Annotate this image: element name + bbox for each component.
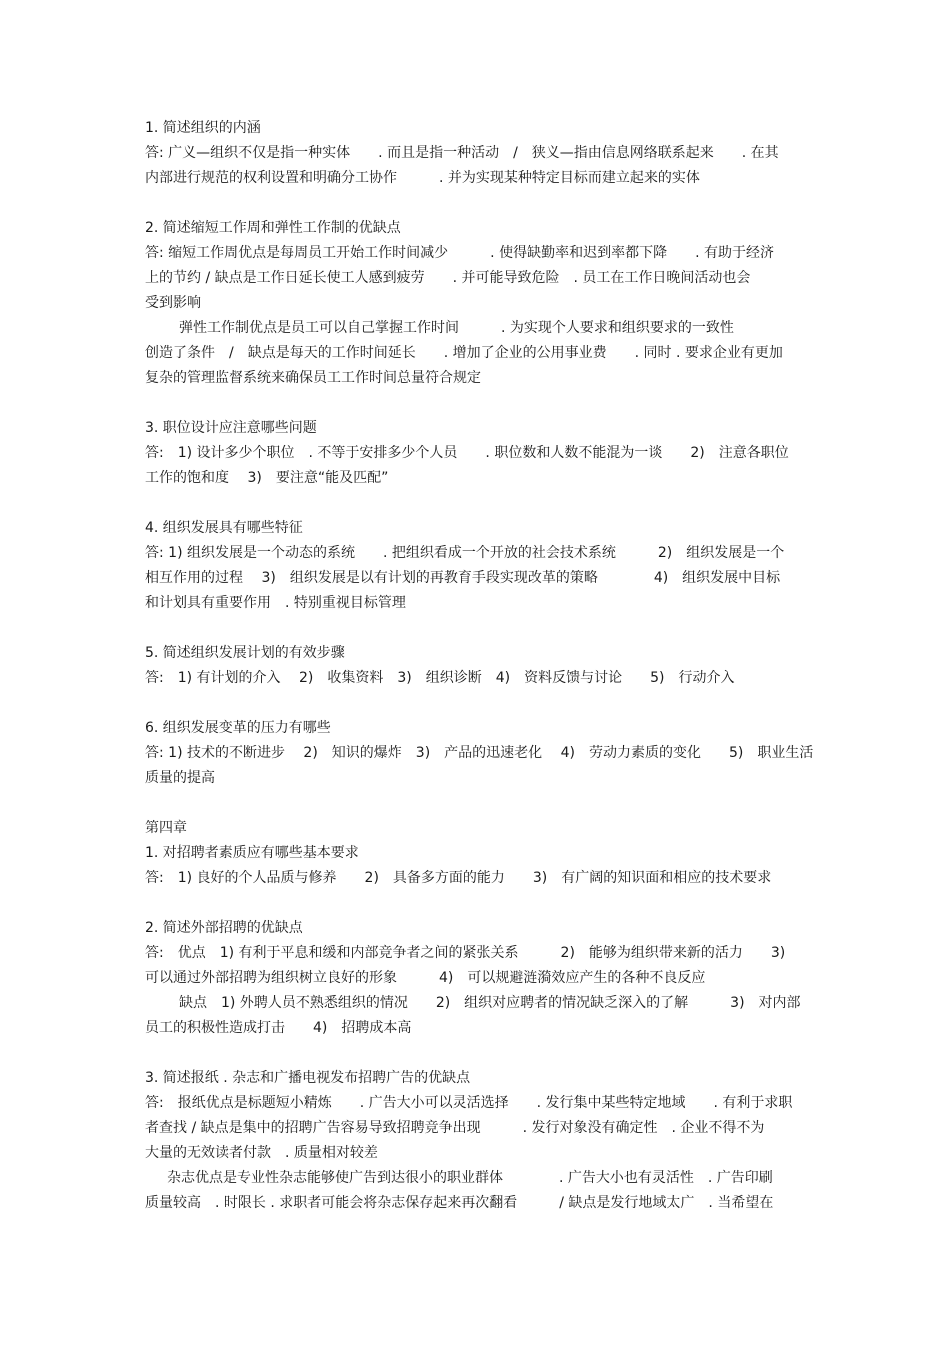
answer-line: 答: 1) 设计多少个职位 . 不等于安排多少个人员 . 职位数和人数不能混为一谈 2) 注意各职位 [145,445,789,461]
document-body [145,116,814,1216]
answer-line: 员工的积极性造成打击 4) 招聘成本高 [145,1020,412,1036]
answer-line: 答: 1) 良好的个人品质与修养 2) 具备多方面的能力 3) 有广阔的知识面和相应的技术要求 [145,870,772,886]
answer-line: 者查找 / 缺点是集中的招聘广告容易导致招聘竞争出现 . 发行对象没有确定性 . 企业不得不为 [145,1120,765,1136]
question-title: 3. 简述报纸 . 杂志和广播电视发布招聘广告的优缺点 [145,1070,471,1086]
question-title: 5. 简述组织发展计划的有效步骤 [145,645,345,661]
question-title: 2. 简述缩短工作周和弹性工作制的优缺点 [145,220,401,236]
question-title: 4. 组织发展具有哪些特征 [145,520,303,536]
answer-line: 和计划具有重要作用 . 特别重视目标管理 [145,595,406,611]
question-title: 2. 简述外部招聘的优缺点 [145,920,303,936]
answer-line: 弹性工作制优点是员工可以自己掌握工作时间 . 为实现个人要求和组织要求的一致性 [179,320,734,336]
answer-line: 质量的提高 [145,770,215,786]
answer-line: 受到影响 [145,295,201,311]
answer-line: 上的节约 / 缺点是工作日延长使工人感到疲劳 . 并可能导致危险 . 员工在工作日晚间活动也会 [145,270,751,286]
answer-line: 大量的无效读者付款 . 质量相对较差 [145,1145,378,1161]
question-title: 1. 简述组织的内涵 [145,120,261,136]
question-title: 6. 组织发展变革的压力有哪些 [145,720,331,736]
answer-line: 创造了条件 / 缺点是每天的工作时间延长 . 增加了企业的公用事业费 . 同时 . 要求企业有更加 [145,345,783,361]
answer-line: 可以通过外部招聘为组织树立良好的形象 4) 可以规避涟漪效应产生的各种不良反应 [145,970,706,986]
answer-line: 相互作用的过程 3) 组织发展是以有计划的再教育手段实现改革的策略 4) 组织发展中目标 [145,570,781,586]
answer-line: 质量较高 . 时限长 . 求职者可能会将杂志保存起来再次翻看 / 缺点是发行地域太广 . 当希望在 [145,1195,774,1211]
answer-line: 答: 1) 技术的不断进步 2) 知识的爆炸 3) 产品的迅速老化 4) 劳动力素质的变化 5) 职业生活 [145,745,814,761]
answer-line: 杂志优点是专业性杂志能够使广告到达很小的职业群体 . 广告大小也有灵活性 . 广告印刷 [167,1170,773,1186]
question-title: 1. 对招聘者素质应有哪些基本要求 [145,845,359,861]
chapter-heading: 第四章 [145,820,187,836]
answer-line: 答: 报纸优点是标题短小精炼 . 广告大小可以灵活选择 . 发行集中某些特定地域 . 有利于求职 [145,1095,793,1111]
answer-line: 答: 缩短工作周优点是每周员工开始工作时间减少 . 使得缺勤率和迟到率都下降 . 有助于经济 [145,245,774,261]
answer-line: 内部进行规范的权利设置和明确分工协作 . 并为实现某种特定目标而建立起来的实体 [145,170,700,186]
answer-line: 答: 1) 有计划的介入 2) 收集资料 3) 组织诊断 4) 资料反馈与讨论 5) 行动介入 [145,670,735,686]
answer-line: 工作的饱和度 3) 要注意“能及匹配” [145,470,389,486]
answer-line: 缺点 1) 外聘人员不熟悉组织的情况 2) 组织对应聘者的情况缺乏深入的了解 3) 对内部 [179,995,801,1011]
answer-line: 答: 优点 1) 有利于平息和缓和内部竞争者之间的紧张关系 2) 能够为组织带来新的活力 3) [145,945,786,961]
answer-line: 答: 广义—组织不仅是指一种实体 . 而且是指一种活动 / 狭义—指由信息网络联系起来 . 在其 [145,145,779,161]
answer-line: 复杂的管理监督系统来确保员工工作时间总量符合规定 [145,370,481,386]
answer-line: 答: 1) 组织发展是一个动态的系统 . 把组织看成一个开放的社会技术系统 2) 组织发展是一个 [145,545,785,561]
question-title: 3. 职位设计应注意哪些问题 [145,420,317,436]
